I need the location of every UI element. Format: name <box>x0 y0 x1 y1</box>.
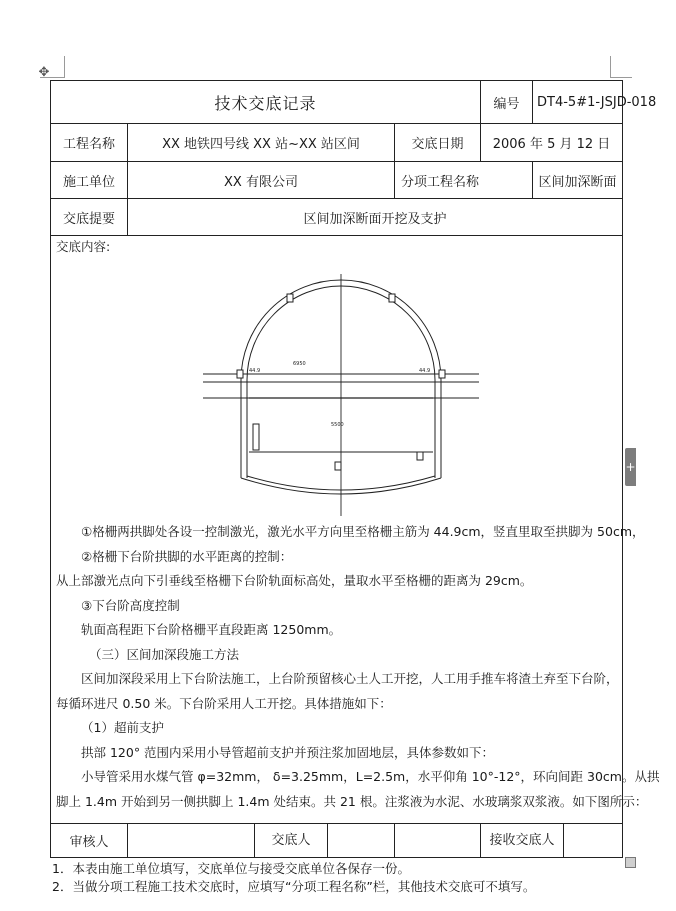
disclosure-form-table <box>50 80 660 858</box>
unit-value[interactable]: XX 有限公司 <box>128 162 395 199</box>
content-line: 轨面高程距下台阶格栅平直段距离 1250mm。 <box>81 622 342 637</box>
section-heading: （三）区间加深段施工方法 <box>89 647 240 662</box>
content-cell[interactable] <box>51 236 660 824</box>
content-body <box>51 236 660 823</box>
project-label: 工程名称 <box>51 124 128 162</box>
reviewer-value[interactable] <box>128 824 255 857</box>
code-label: 编号 <box>481 81 533 124</box>
summary-label: 交底提要 <box>51 199 128 236</box>
dimension-label-right: 44.9 <box>419 368 431 374</box>
content-line: ①格栅两拱脚处各设一控制激光，激光水平方向里至格栅主筋为 44.9cm，竖直里取至拱脚为 50cm， <box>81 524 645 539</box>
crop-mark-top-left-v <box>64 56 65 78</box>
content-heading: 交底内容: <box>56 239 111 254</box>
expand-tab-icon[interactable]: + <box>625 448 636 486</box>
move-handle-icon[interactable]: ✥ <box>38 65 50 80</box>
presenter-value-cont[interactable] <box>395 824 481 858</box>
receiver-label: 接收交底人 <box>481 824 564 857</box>
tunnel-section-diagram <box>201 266 481 516</box>
subitem-label: 分项工程名称 <box>395 162 533 199</box>
dimension-label-lower: 5500 <box>331 422 344 428</box>
code-value[interactable]: DT4-5#1-JSJD-018 <box>533 81 623 124</box>
content-line: 脚上 1.4m 开始到另一侧拱脚上 1.4m 处结束。共 21 根。注浆液为水泥、水玻璃浆双浆液。如下图所示： <box>56 794 648 809</box>
note-item: 2．当做分项工程施工技术交底时，应填写“分项工程名称”栏，其他技术交底可不填写。 <box>52 879 536 894</box>
form-notes <box>52 860 535 896</box>
resize-handle-icon[interactable] <box>625 857 636 868</box>
unit-label: 施工单位 <box>51 162 128 199</box>
receiver-value[interactable] <box>564 824 622 857</box>
date-label: 交底日期 <box>395 124 481 162</box>
dimension-label-upper: 6950 <box>293 361 306 367</box>
content-line: 拱部 120° 范围内采用小导管超前支护并预注浆加固地层，具体参数如下： <box>81 745 495 760</box>
content-line: 区间加深段采用上下台阶法施工，上台阶预留核心土人工开挖，人工用手推车将渣土弃至下台阶， <box>81 671 619 686</box>
receiver-group[interactable] <box>481 824 623 858</box>
section-heading: （1）超前支护 <box>81 720 164 735</box>
project-value[interactable]: XX 地铁四号线 XX 站~XX 站区间 <box>128 124 395 162</box>
content-line: ③下台阶高度控制 <box>81 598 180 613</box>
subitem-value[interactable]: 区间加深断面 <box>533 162 623 199</box>
content-line: 从上部激光点向下引垂线至格栅下台阶轨面标高处，量取水平至格栅的距离为 29cm。 <box>56 573 533 588</box>
dimension-label-left: 44.9 <box>249 368 261 374</box>
presenter-value[interactable] <box>328 824 394 857</box>
note-item: 1．本表由施工单位填写，交底单位与接受交底单位各保存一份。 <box>52 861 410 876</box>
date-value[interactable]: 2006 年 5 月 12 日 <box>481 124 623 162</box>
presenter-label: 交底人 <box>255 824 328 857</box>
content-line: 每循环进尺 0.50 米。下台阶采用人工开挖。具体措施如下： <box>56 696 392 711</box>
content-line: ②格栅下台阶拱脚的水平距离的控制： <box>81 549 293 564</box>
summary-value[interactable]: 区间加深断面开挖及支护 <box>128 199 623 236</box>
reviewer-label: 审核人 <box>51 824 128 858</box>
crop-mark-top-right-h <box>610 77 632 78</box>
form-title: 技术交底记录 <box>51 81 481 124</box>
signature-row[interactable] <box>128 824 395 858</box>
crop-mark-top-right-v <box>610 56 611 78</box>
content-line: 小导管采用水煤气管 φ=32mm， δ=3.25mm，L=2.5m，水平仰角 10°-12°，环向间距 30cm。从拱 <box>81 769 660 784</box>
